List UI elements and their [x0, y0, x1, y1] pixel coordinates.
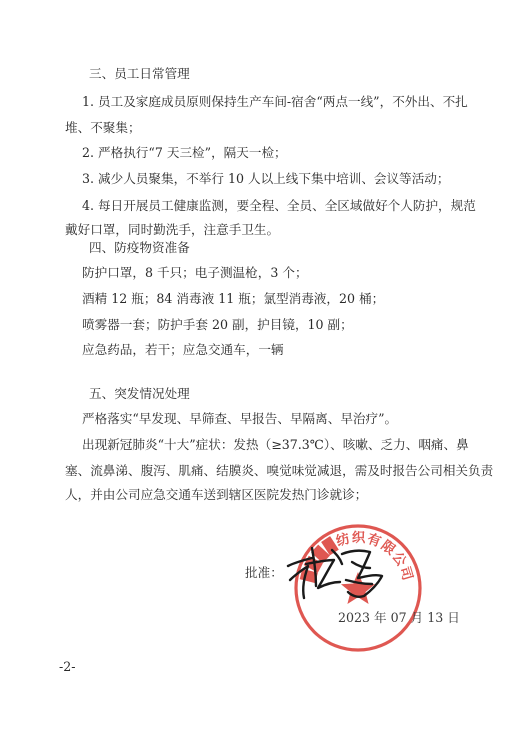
approval-date: 2023 年 07 月 13 日: [338, 610, 460, 625]
section-5-heading: 五、突发情况处理: [89, 386, 190, 401]
section-4-line-3: 喷雾器一套；防护手套 20 副，护目镜，10 副；: [82, 317, 353, 332]
section-3-heading: 三、员工日常管理: [89, 66, 190, 81]
section-3-item-1-line-1: 1. 员工及家庭成员原则保持生产车间-宿舍“两点一线”，不外出、不扎: [82, 94, 468, 109]
page-number: -2-: [59, 659, 76, 674]
section-4-line-2: 酒精 12 瓶；84 消毒液 11 瓶；氯型消毒液，20 桶；: [82, 291, 385, 306]
section-4-line-4: 应急药品，若干；应急交通车，一辆: [82, 342, 284, 357]
section-3-item-4-line-1: 4. 每日开展员工健康监测，要全程、全员、全区域做好个人防护，规范: [82, 198, 476, 213]
section-3-item-1-line-2: 堆、不聚集；: [65, 120, 141, 135]
section-4-heading: 四、防疫物资准备: [89, 240, 190, 255]
seal-text: ████纺织有限公司: [300, 529, 416, 584]
section-5-line-1: 严格落实“早发现、早筛查、早报告、早隔离、早治疗”。: [82, 411, 398, 426]
section-4-line-1: 防护口罩，8 千只；电子测温枪，3 个；: [82, 265, 308, 280]
section-3-item-3: 3. 减少人员聚集，不举行 10 人以上线下集中培训、会议等活动；: [82, 171, 450, 186]
section-5-para-line-2: 塞、流鼻涕、腹泻、肌痛、结膜炎、嗅觉味觉减退，需及时报告公司相关负责: [65, 463, 494, 478]
section-3-item-2: 2. 严格执行“7 天三检”，隔天一检；: [82, 145, 287, 160]
handwritten-signature: [282, 536, 392, 606]
section-5-para-line-3: 人，并由公司应急交通车送到辖区医院发热门诊就诊；: [65, 487, 368, 502]
section-3-item-4-line-2: 戴好口罩，同时勤洗手，注意手卫生。: [65, 222, 280, 237]
section-5-para-line-1: 出现新冠肺炎“十大”症状：发热（≥37.3℃）、咳嗽、乏力、咽痛、鼻: [82, 437, 469, 452]
approval-label: 批准：: [245, 565, 283, 580]
